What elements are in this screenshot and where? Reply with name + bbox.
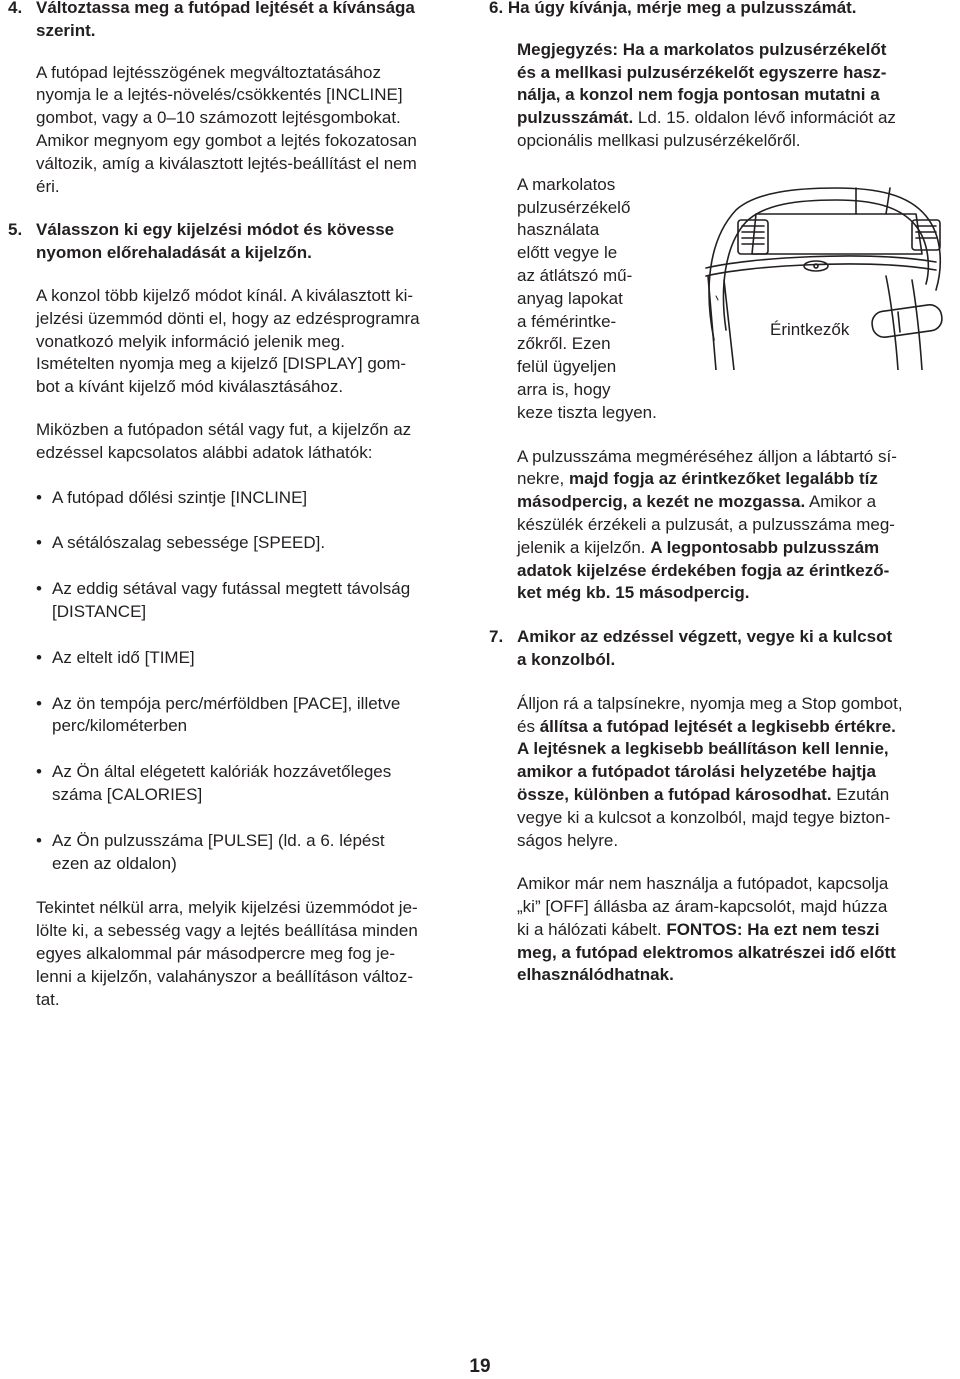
step-5-closing-paragraph: [8, 897, 464, 1011]
text-line: készülék érzékeli a pulzusát, a pulzusszáma meg-: [517, 514, 895, 534]
text-line: keze tiszta legyen.: [517, 402, 657, 422]
text-fragment: Ezután: [831, 784, 890, 804]
step-5-heading: [8, 219, 464, 265]
text-line: a fémérintke-: [517, 311, 617, 331]
text-line: „ki” [OFF] állásba az áram-kapcsolót, majd húzza: [517, 897, 888, 917]
text-line: A pulzusszáma megméréséhez álljon a lábtartó sí-: [517, 446, 897, 466]
list-item: [8, 830, 464, 876]
text-fragment-bold: állítsa a futópad lejtését a legkisebb értékre.: [539, 716, 896, 736]
text-line: [DISTANCE]: [52, 601, 147, 621]
text-fragment-bold: össze, különben a futópad károsodhat.: [517, 784, 832, 804]
right-handrail: [886, 276, 898, 370]
text-line: A futópad lejtésszögének megváltoztatásához: [36, 62, 381, 82]
text-line: arra is, hogy: [517, 379, 611, 399]
pulse-contact: [871, 303, 944, 338]
text-line: változik, amíg a kiválasztott lejtés-beállítást el nem: [36, 153, 417, 173]
list-item: [8, 532, 464, 555]
step-4-number: 4.: [8, 0, 23, 17]
text-fragment: jelenik a kijelzőn.: [517, 537, 651, 557]
text-line: Az eddig sétával vagy futással megtett távolság: [52, 579, 411, 599]
text-line: A futópad dőlési szintje [INCLINE]: [52, 487, 308, 507]
text-line: Az ön tempója perc/mérföldben [PACE], illetve: [52, 693, 401, 713]
step-5-intro-paragraph: [8, 419, 464, 465]
step-7-heading: [489, 626, 951, 672]
text-line: tat.: [36, 989, 60, 1009]
text-line: amikor a futópadot tárolási helyzetébe hajtja: [517, 762, 876, 782]
text-line: [517, 537, 951, 560]
text-line: [517, 107, 951, 130]
note-normal-fragment: Ld. 15. oldalon lévő információt az: [633, 108, 896, 128]
text-line: opcionális mellkasi pulzusérzékelőről.: [517, 130, 801, 150]
text-line: Amikor megnyom egy gombot a lejtés fokozatosan: [36, 130, 417, 150]
text-line: nyomja le a lejtés-növelés/csökkentés [INCLINE]: [36, 85, 403, 105]
text-line: meg, a futópad elektromos alkatrészei idő előtt: [517, 942, 896, 962]
text-fragment-bold: FONTOS: Ha ezt nem teszi: [666, 919, 880, 939]
step-4-heading: [8, 0, 464, 43]
text-line: [517, 468, 951, 491]
list-item: [8, 647, 464, 670]
step-6-title: 6. Ha úgy kívánja, mérje meg a pulzusszámát.: [489, 0, 857, 17]
text-line: lenni a kijelzőn, valahányszor a beállításon változ-: [36, 966, 414, 986]
text-line: és a mellkasi pulzusérzékelőt egyszerre hasz-: [517, 62, 887, 82]
text-line: felül ügyeljen: [517, 357, 617, 377]
text-fragment: nekre,: [517, 469, 569, 489]
bullet-icon: •: [36, 693, 42, 713]
text-line: Álljon rá a talpsínekre, nyomja meg a Stop gombot,: [517, 693, 903, 713]
note-bold-fragment: pulzusszámát.: [517, 108, 634, 128]
bullet-icon: •: [36, 762, 42, 782]
step-7-paragraph: [489, 693, 951, 853]
text-line: éri.: [36, 176, 60, 196]
text-line: lölte ki, a sebesség vagy a lejtés beállítása minden: [36, 921, 418, 941]
text-line: Miközben a futópadon sétál vagy fut, a kijelzőn az: [36, 419, 412, 439]
text-line: adatok kijelzése érdekében fogja az érintkező-: [517, 560, 890, 580]
text-line: ket még kb. 15 másodpercig.: [517, 583, 750, 603]
text-line: Az eltelt idő [TIME]: [52, 647, 195, 667]
text-line: Amikor már nem használja a futópadot, kapcsolja: [517, 874, 889, 894]
bullet-icon: •: [36, 647, 42, 667]
text-line: A lejtésnek a legkisebb beállításon kell lennie,: [517, 739, 889, 759]
step-7-title-line: Amikor az edzéssel végzett, vegye ki a kulcsot: [517, 627, 893, 647]
text-line: pulzusérzékelő: [517, 197, 631, 217]
bullet-icon: •: [36, 830, 42, 850]
step-5-title-line: Válasszon ki egy kijelzési módot és kövesse: [36, 220, 395, 240]
text-line: anyag lapokat: [517, 288, 623, 308]
text-line: Az Ön által elégetett kalóriák hozzávetőleges: [52, 762, 392, 782]
text-line: [517, 784, 951, 807]
step-6-note: [489, 39, 951, 153]
right-column: [489, 0, 951, 987]
page-number: 19: [469, 1356, 491, 1377]
text-fragment: és: [517, 716, 540, 736]
text-line: [517, 491, 951, 514]
step-5-paragraph: [8, 285, 464, 399]
text-line: perc/kilométerben: [52, 716, 188, 736]
text-line: előtt vegye le: [517, 243, 618, 263]
text-line: nálja, a konzol nem fogja pontosan mutatni a: [517, 85, 880, 105]
step-5-number: 5.: [8, 220, 23, 240]
text-line: Tekintet nélkül arra, melyik kijelzési üzemmódot je-: [36, 898, 418, 918]
step-7-power-paragraph: [489, 873, 951, 987]
text-line: ezen az oldalon): [52, 853, 177, 873]
text-line: edzéssel kapcsolatos alábbi adatok láthatók:: [36, 442, 373, 462]
left-column: [8, 0, 464, 1011]
text-line: Ismételten nyomja meg a kijelző [DISPLAY] gom-: [36, 354, 407, 374]
text-line: az átlátszó mű-: [517, 265, 633, 285]
list-item: [8, 693, 464, 739]
step-4-paragraph: [8, 62, 464, 199]
console-display: [752, 214, 922, 254]
text-line: vegye ki a kulcsot a konzolból, majd tegye bizton-: [517, 807, 891, 827]
text-line: elhasználódhatnak.: [517, 965, 674, 985]
step-5-title-line: nyomon előrehaladását a kijelzőn.: [36, 243, 312, 263]
text-line: száma [CALORIES]: [52, 784, 203, 804]
text-line: bot a kívánt kijelző mód kiválasztásához.: [36, 377, 344, 397]
text-line: ságos helyre.: [517, 830, 619, 850]
bullet-icon: •: [36, 487, 42, 507]
text-line: A konzol több kijelző módot kínál. A kiválasztott ki-: [36, 285, 414, 305]
list-item: [8, 487, 464, 510]
text-line: jelzési üzemmód dönti el, hogy az edzésprogramra: [36, 308, 420, 328]
text-line: zőkről. Ezen: [517, 334, 611, 354]
step-4-title-line: szerint.: [36, 20, 96, 40]
text-line: Az Ön pulzusszáma [PULSE] (ld. a 6. lépést: [52, 830, 385, 850]
handrail-pulse-sensor-illustration: [686, 180, 948, 370]
bullet-icon: •: [36, 579, 42, 599]
text-line: vonatkozó melyik információ jelenik meg.: [36, 331, 345, 351]
step-7-title-line: a konzolból.: [517, 649, 616, 669]
step-7-number: 7.: [489, 627, 504, 647]
text-fragment: ki a hálózati kábelt.: [517, 919, 667, 939]
text-line: egyes alkalommal pár másodpercre meg fog je-: [36, 943, 396, 963]
pulse-measure-paragraph: [489, 446, 951, 606]
left-upright: [708, 276, 716, 370]
figure-label-contacts: Érintkezők: [770, 320, 850, 339]
step-4-title-line: Változtassa meg a futópad lejtését a kívánsága: [36, 0, 415, 17]
text-fragment: Amikor a: [805, 492, 877, 512]
text-line: Megjegyzés: Ha a markolatos pulzusérzékelőt: [517, 39, 887, 59]
list-item: [8, 761, 464, 807]
text-fragment-bold: másodpercig, a kezét ne mozgassa.: [517, 492, 806, 512]
text-fragment-bold: majd fogja az érintkezőket legalább tíz: [568, 469, 878, 489]
key-slot: [804, 261, 828, 271]
text-line: használata: [517, 220, 600, 240]
text-line: gombot, vagy a 0–10 számozott lejtésgombokat.: [36, 108, 401, 128]
list-item: [8, 578, 464, 624]
text-fragment-bold: A legpontosabb pulzusszám: [650, 537, 880, 557]
text-line: A sétálószalag sebessége [SPEED].: [52, 533, 326, 553]
text-line: A markolatos: [517, 174, 616, 194]
text-line: [517, 919, 951, 942]
bullet-icon: •: [36, 533, 42, 553]
text-line: [517, 716, 951, 739]
